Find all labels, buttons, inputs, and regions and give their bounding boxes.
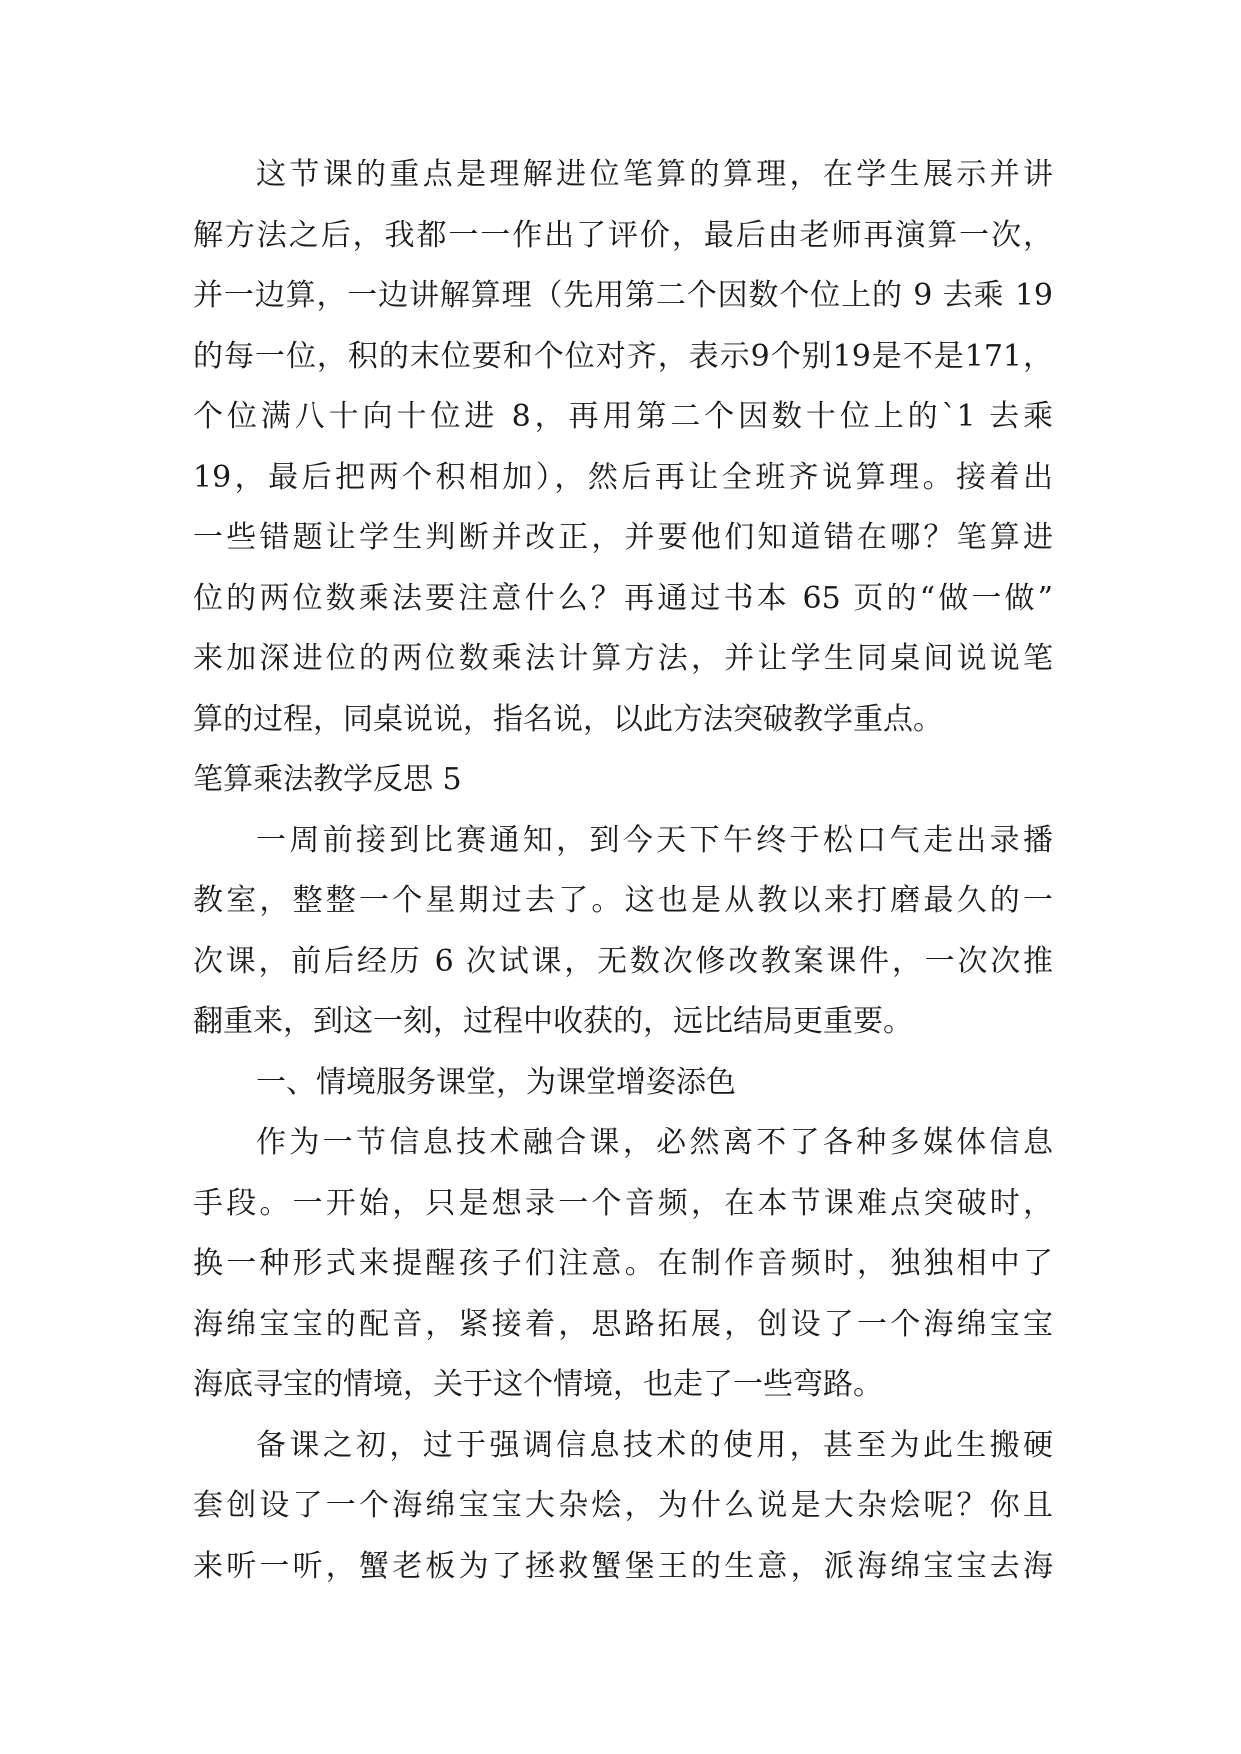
- text-line: 一周前接到比赛通知，到今天下午终于松口气走出录播: [256, 822, 1053, 858]
- text-line: 翻重来，到这一刻，过程中收获的，远比结局更重要。: [193, 1004, 913, 1039]
- text-line: 一些错题让学生判断并改正，并要他们知道错在哪？笔算进: [193, 520, 1053, 555]
- text-line: 的每一位，积的末位要和个位对齐，表示9个别19是不是171，: [193, 338, 1053, 374]
- text-line: 来听一听，蟹老板为了拯救蟹堡王的生意，派海绵宝宝去海: [193, 1548, 1053, 1584]
- text-line: 解方法之后，我都一一作出了评价，最后由老师再演算一次，: [193, 217, 1053, 253]
- text-line: 海绵宝宝的配音，紧接着，思路拓展，创设了一个海绵宝宝: [193, 1306, 1053, 1342]
- text-line: 备课之初，过于强调信息技术的使用，甚至为此生搬硬: [256, 1427, 1053, 1463]
- text-line: 换一种形式来提醒孩子们注意。在制作音频时，独独相中了: [193, 1246, 1053, 1281]
- text-line: 套创设了一个海绵宝宝大杂烩，为什么说是大杂烩呢？你且: [193, 1488, 1053, 1523]
- section-heading: 笔算乘法教学反思 5: [193, 762, 462, 797]
- text-line: 这节课的重点是理解进位笔算的算理，在学生展示并讲: [256, 157, 1053, 192]
- text-line: 次课，前后经历 6 次试课，无数次修改教案课件，一次次推: [193, 943, 1053, 979]
- text-line: 19，最后把两个积相加），然后再让全班齐说算理。接着出: [193, 459, 1053, 495]
- text-line: 教室，整整一个星期过去了。这也是从教以来打磨最久的一: [193, 883, 1053, 918]
- text-line: 海底寻宝的情境，关于这个情境，也走了一些弯路。: [193, 1367, 883, 1402]
- subheading: 一、情境服务课堂，为课堂增姿添色: [256, 1064, 736, 1100]
- text-line: 位的两位数乘法要注意什么？再通过书本 65 页的“做一做”: [193, 580, 1053, 616]
- text-line: 来加深进位的两位数乘法计算方法，并让学生同桌间说说笔: [193, 641, 1053, 676]
- text-line: 算的过程，同桌说说，指名说，以此方法突破教学重点。: [193, 701, 943, 737]
- text-line: 并一边算，一边讲解算理（先用第二个因数个位上的 9 去乘 19: [193, 278, 1053, 313]
- text-line: 手段。一开始，只是想录一个音频，在本节课难点突破时，: [193, 1185, 1053, 1221]
- text-line: 个位满八十向十位进 8，再用第二个因数十位上的`1 去乘: [193, 399, 1053, 434]
- document-body: [193, 145, 1053, 1597]
- text-line: 作为一节信息技术融合课，必然离不了各种多媒体信息: [256, 1125, 1053, 1160]
